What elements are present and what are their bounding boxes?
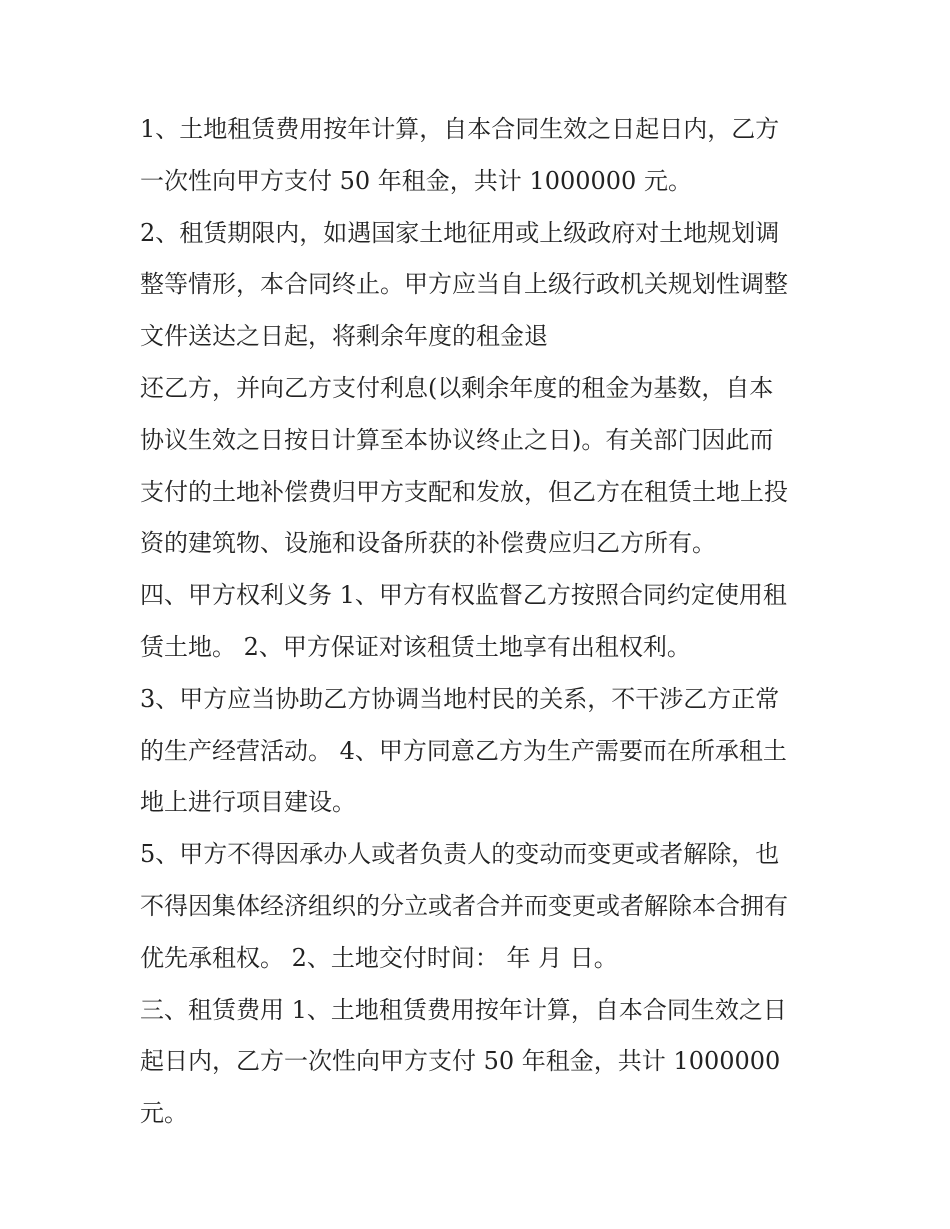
text-line: 5、甲方不得因承办人或者负责人的变动而变更或者解除，也 [140,840,780,869]
text-line: 元。 [140,1099,188,1128]
text-line: 还乙方，并向乙方支付利息(以剩余年度的租金为基数，自本 [140,373,774,402]
text-line: 优先承租权。 2、土地交付时间： 年 月 日。 [140,943,618,972]
text-line: 1、土地租赁费用按年计算，自本合同生效之日起日内，乙方 [140,115,780,143]
text-line: 3、甲方应当协助乙方协调当地村民的关系，不干涉乙方正常 [140,684,780,713]
text-line: 地上进行项目建设。 [140,788,356,817]
document-body [140,104,830,1140]
text-line: 2、租赁期限内，如遇国家土地征用或上级政府对土地规划调 [140,218,780,247]
text-line: 的生产经营活动。 4、甲方同意乙方为生产需要而在所承租土 [140,736,787,765]
text-line: 资的建筑物、设施和设备所获的补偿费应归乙方所有。 [140,529,716,558]
text-line: 协议生效之日按日计算至本协议终止之日)。有关部门因此而 [140,425,774,454]
text-line: 四、甲方权利义务 1、甲方有权监督乙方按照合同约定使用租 [140,581,787,610]
text-line: 一次性向甲方支付 50 年租金，共计 1000000 元。 [140,166,692,195]
text-line: 支付的土地补偿费归甲方支配和发放，但乙方在租赁土地上投 [140,477,788,506]
text-line: 三、租赁费用 1、土地租赁费用按年计算，自本合同生效之日 [140,995,787,1024]
text-line: 赁土地。 2、甲方保证对该租赁土地享有出租权利。 [140,632,691,661]
text-line: 整等情形，本合同终止。甲方应当自上级行政机关规划性调整 [140,270,788,299]
text-line: 起日内，乙方一次性向甲方支付 50 年租金，共计 1000000 [140,1047,781,1076]
text-line: 文件送达之日起，将剩余年度的租金退 [140,322,548,351]
text-line: 不得因集体经济组织的分立或者合并而变更或者解除本合拥有 [140,891,788,920]
